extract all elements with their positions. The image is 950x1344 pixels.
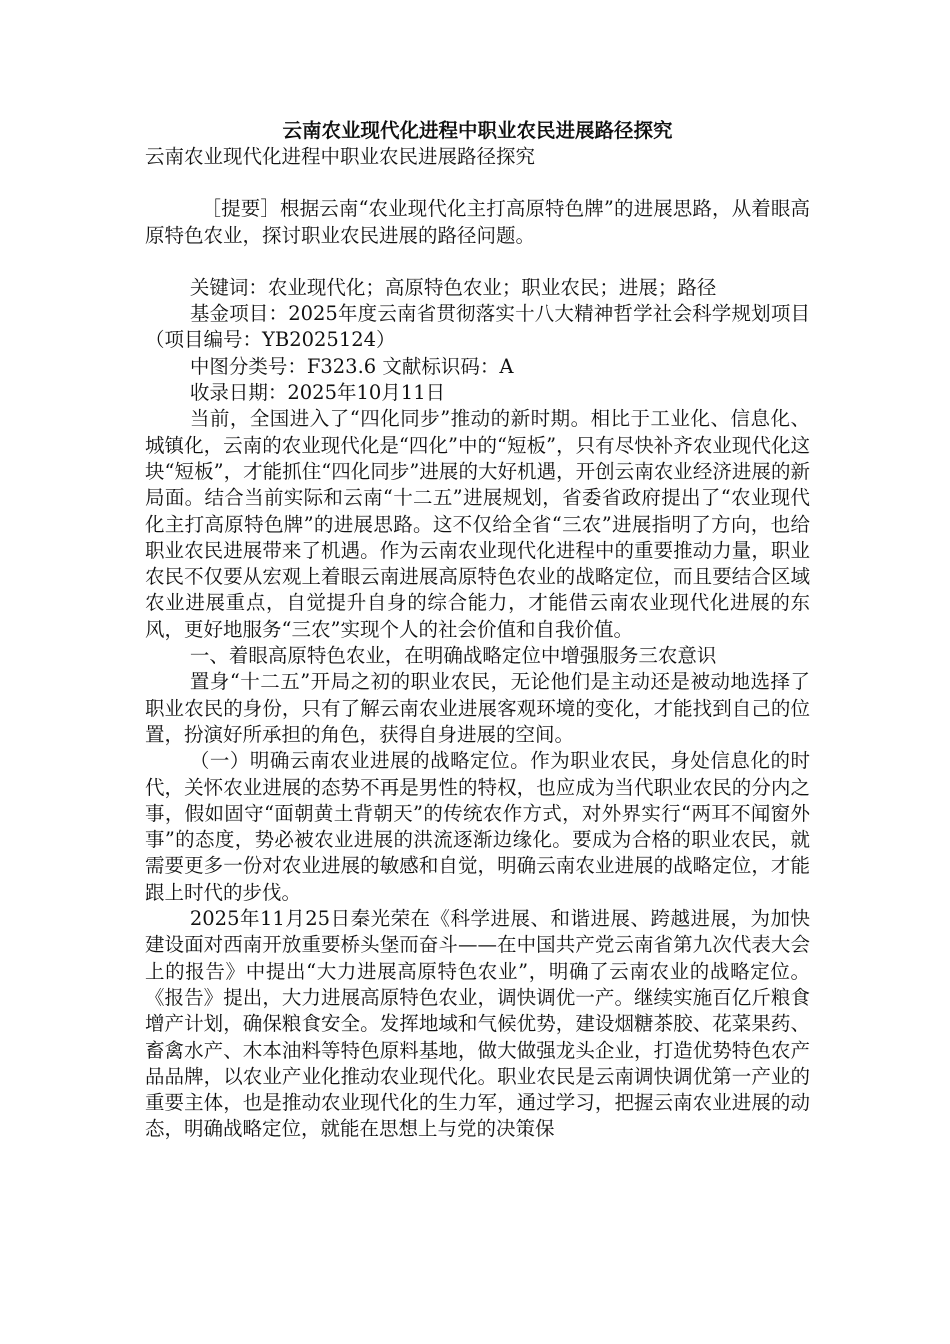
- keywords-line: 关键词：农业现代化；高原特色农业；职业农民；进展；路径: [189, 275, 717, 299]
- subsection-paragraph: （一）明确云南农业进展的战略定位。作为职业农民，身处信息化的时代，关怀农业进展的态势不再是男性的特权，也应成为当代职业农民的分内之事，假如固守“面朝黄土背朝天”的传统农作方式，对外界实行“两耳不闻窗外事”的态度，势必被农业进展的洪流逐渐边缘化。要成为合格的职业农民，就需要更多一份对农业进展的敏感和自觉，明确云南农业进展的战略定位，才能跟上时代的步伐。: [145, 749, 810, 904]
- fund-line: 基金项目：2025年度云南省贯彻落实十八大精神哲学社会科学规划项目（项目编号：YB2025124）: [145, 302, 810, 352]
- document-title: 云南农业现代化进程中职业农民进展路径探究: [282, 119, 673, 142]
- abstract-paragraph: ［提要］根据云南“农业现代化主打高原特色牌”的进展思路，从着眼高原特色农业，探讨职业农民进展的路径问题。: [145, 197, 810, 247]
- body-paragraph: 当前，全国进入了“四化同步”推动的新时期。相比于工业化、信息化、城镇化，云南的农业现代化是“四化”中的“短板”，只有尽快补齐农业现代化这块“短板”，才能抓住“四化同步”进展的大好机遇，开创云南农业经济进展的新局面。结合当前实际和云南“十二五”进展规划，省委省政府提出了“农业现代化主打高原特色牌”的进展思路。这不仅给全省“三农”进展指明了方向，也给职业农民进展带来了机遇。作为云南农业现代化进程中的重要推动力量，职业农民不仅要从宏观上着眼云南进展高原特色农业的战略定位，而且要结合区域农业进展重点，自觉提升自身的综合能力，才能借云南农业现代化进展的东风，更好地服务“三农”实现个人的社会价值和自我价值。: [145, 407, 810, 641]
- document-page: [145, 118, 810, 1143]
- document-subtitle: 云南农业现代化进程中职业农民进展路径探究: [145, 145, 536, 168]
- metadata-block: [145, 275, 810, 406]
- received-date-line: 收录日期：2025年10月11日: [189, 381, 446, 405]
- body-paragraph: 2025年11月25日秦光荣在《科学进展、和谐进展、跨越进展，为加快建设面对西南开放重要桥头堡而奋斗——在中国共产党云南省第九次代表大会上的报告》中提出“大力进展高原特色农业”，明确了云南农业的战略定位。《报告》提出，大力进展高原特色农业，调快调优一产。继续实施百亿斤粮食增产计划，确保粮食安全。发挥地域和气候优势，建设烟糖茶胶、花菜果药、畜禽水产、木本油料等特色原料基地，做大做强龙头企业，打造优势特色农产品品牌，以农业产业化推动农业现代化。职业农民是云南调快调优第一产业的重要主体，也是推动农业现代化的生力军，通过学习，把握云南农业进展的动态，明确战略定位，就能在思想上与党的决策保: [145, 907, 810, 1141]
- body-paragraph: 置身“十二五”开局之初的职业农民，无论他们是主动还是被动地选择了职业农民的身份，只有了解云南农业进展客观环境的变化，才能找到自己的位置，扮演好所承担的角色，获得自身进展的空间。: [145, 670, 810, 746]
- classification-line: 中图分类号：F323.6 文献标识码：A: [189, 354, 514, 378]
- section-heading: 一、着眼高原特色农业，在明确战略定位中增强服务三农意识: [189, 644, 717, 668]
